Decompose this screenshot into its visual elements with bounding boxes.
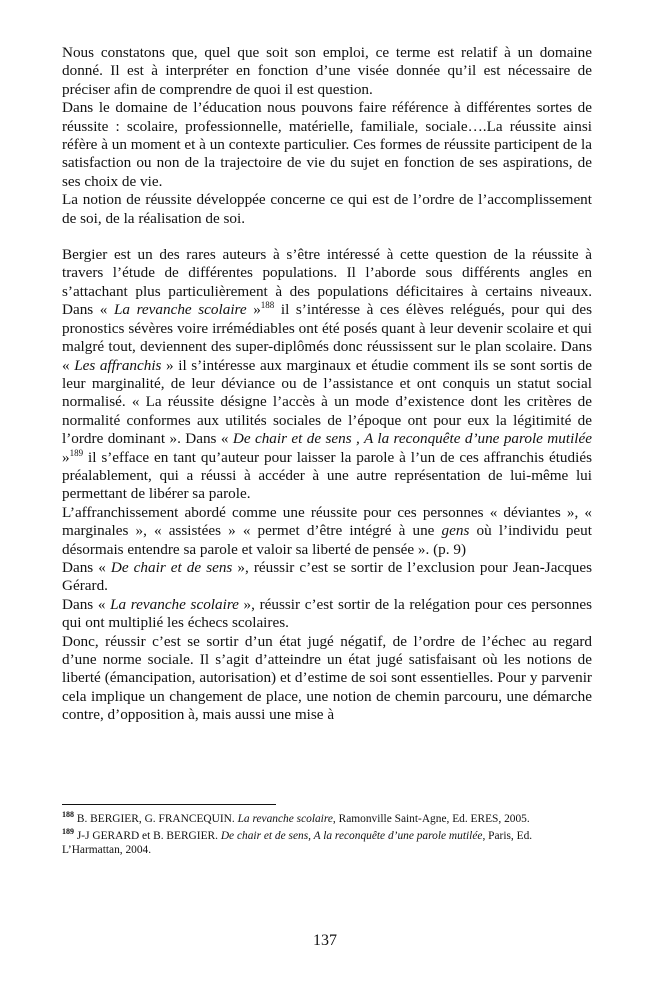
paragraph — [62, 559, 592, 596]
text-run: , Ramonville Saint-Agne, Ed. ERES, 2005. — [332, 813, 530, 825]
text-run: », réussir c’est se sortir de l’exclusion pour Jean-Jacques Gérard. — [62, 558, 593, 595]
paragraph-gap — [62, 228, 592, 246]
text-run: Dans « — [62, 558, 111, 576]
text-run: » — [62, 448, 70, 466]
text-run: il s’efface en tant qu’auteur pour laisser la parole à l’un de ces affranchis étudiés préalablement, qui a réussi à accéder à une autre représentation de lui-même lui permettant de libérer sa parole. — [62, 448, 592, 503]
body-text — [62, 44, 592, 725]
text-run: », réussir c’est sortir de la relégation pour ces personnes qui ont multiplié les échecs scolaires. — [62, 595, 592, 632]
book-title: Les affranchis — [74, 356, 162, 374]
footnote-number: 188 — [62, 810, 74, 820]
footnote-separator — [62, 804, 276, 805]
footnote — [62, 826, 592, 858]
paragraph — [62, 504, 592, 559]
footnote — [62, 812, 592, 827]
text-run: Dans « — [62, 595, 111, 613]
text-run: où l’individu peut désormais entendre sa parole et valoir sa liberté de pensée ». (p. 9) — [62, 522, 592, 558]
paragraph — [62, 596, 592, 633]
text-run: J-J GERARD et B. BERGIER. — [74, 829, 221, 842]
book-title: La revanche scolaire — [110, 595, 239, 613]
italic-word: gens — [441, 522, 470, 540]
footnotes — [62, 812, 592, 860]
footnote-ref[interactable]: 189 — [69, 447, 84, 458]
book-title: De chair et de sens, A la reconquête d’une parole mutilée — [220, 829, 483, 842]
text-run: il s’intéresse à ces élèves relégués, pour qui des pronostics sévères voire irrémédiables ont été posés quant à leur devenir scolaire et qui malgré tout, deviennent des super-diplômés donc réussissent sur le plan scolaire. Dans « — [62, 301, 592, 374]
text-run: » — [246, 301, 261, 319]
footnote-ref[interactable]: 188 — [260, 300, 275, 311]
book-title: De chair et de sens , A la reconquête d’une parole mutilée — [232, 430, 592, 448]
book-title: La revanche scolaire — [113, 301, 247, 319]
book-title: De chair et de sens — [110, 558, 233, 576]
paragraph: La notion de réussite développée concerne ce qui est de l’ordre de l’accomplissement de soi, de la réalisation de soi. — [62, 191, 592, 227]
paragraph: Dans le domaine de l’éducation nous pouvons faire référence à différentes sortes de réussite : scolaire, professionnelle, matérielle, familiale, sociale….La réussite ainsi réfère à un moment et à un contexte particulier. Ces formes de réussite participent de la satisfaction ou non de la trajectoire de vie du sujet en fonction de ses aspirations, de ses choix de vie. — [62, 99, 592, 190]
text-run: L’affranchissement abordé comme une réussite pour ces personnes « déviantes », « marginales », « assistées » « permet d’être intégré à une — [62, 503, 592, 540]
text-run: » il s’intéresse aux marginaux et étudie comment ils se sont sortis de leur marginalité, de leur déviance ou de l’assistance et ont conquis un statut social normalisé. « La réussite désigne l’accès à un mode d’existence dont les critères de normalité conformes aux utilités sociales de l’époque ont pour eux la légitimité de l’ordre dominant ». Dans « — [62, 356, 592, 448]
text-run: Bergier est un des rares auteurs à s’être intéressé à cette question de la réussite à travers l’étude de différentes populations. Il l’aborde sous différents angles en s’attachant plus particulièrement à des populations déficitaires à certains niveaux. Dans « — [62, 246, 592, 319]
paragraph: Nous constatons que, quel que soit son emploi, ce terme est relatif à un domaine donné. Il est à interpréter en fonction d’une visée donnée qu’il est nécessaire de préciser afin de comprendre de quoi il est question. — [62, 44, 592, 98]
paragraph: Donc, réussir c’est se sortir d’un état jugé négatif, de l’ordre de l’échec au regard d’une norme sociale. Il s’agit d’atteindre un état jugé satisfaisant où les notions de liberté (émancipation, autorisation) et d’estime de soi sont essentielles. Pour y parvenir cela implique un changement de place, une notion de chemin parcouru, une démarche contre, d’opposition à, mais aussi une mise à — [62, 632, 592, 724]
text-run: , Paris, Ed. L’Harmattan, 2004. — [62, 829, 533, 857]
paragraph — [62, 246, 592, 504]
book-title: La revanche scolaire — [237, 813, 333, 825]
footnote-number: 189 — [62, 826, 74, 836]
text-run: B. BERGIER, G. FRANCEQUIN. — [74, 813, 238, 825]
page-number: 137 — [313, 932, 337, 949]
